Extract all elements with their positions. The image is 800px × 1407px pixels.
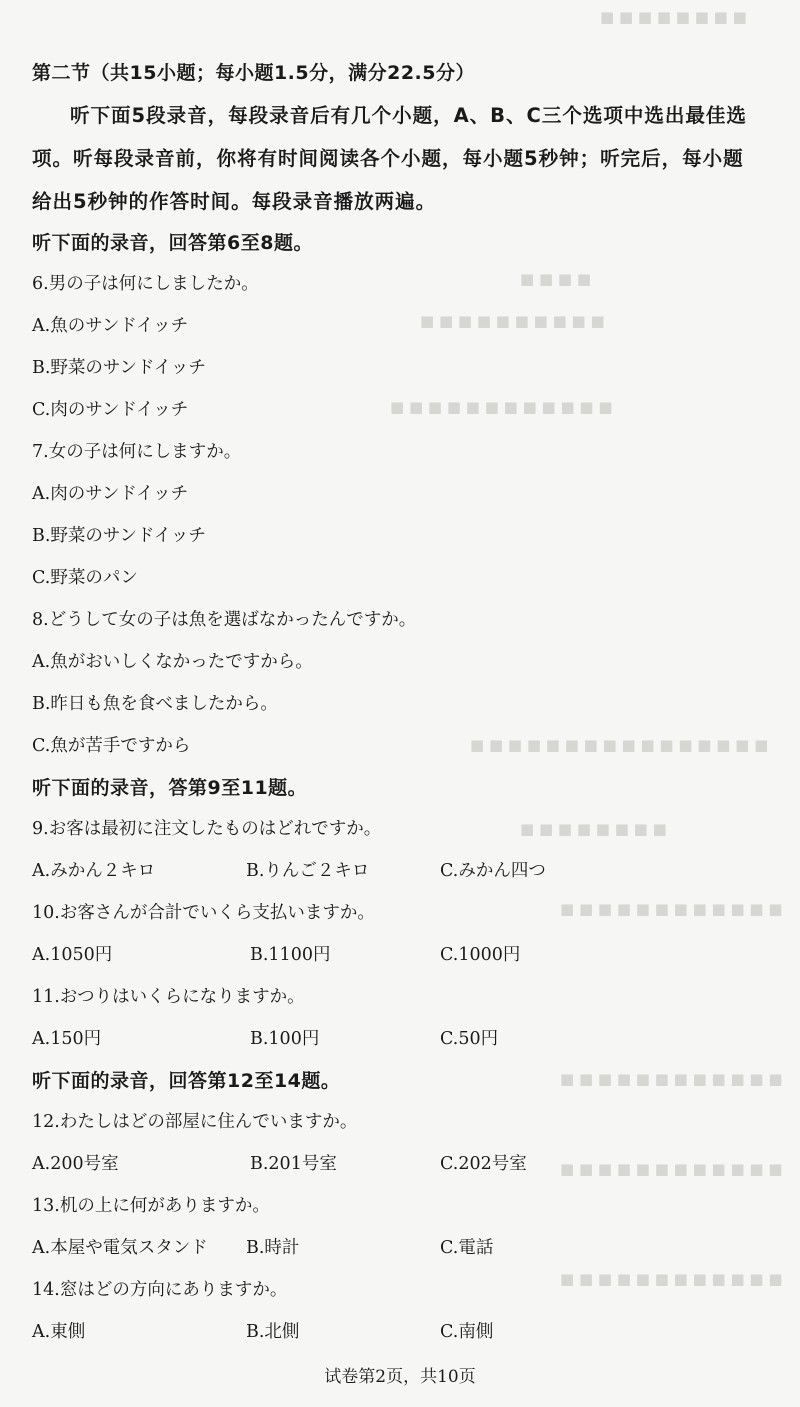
q8-option-a: A.魚がおいしくなかったですから。 — [32, 652, 313, 672]
q12-option-c: C.202号室 — [440, 1154, 527, 1174]
instructions-line-1: 听下面5段录音，每段录音后有几个小题，A、B、C三个选项中选出最佳选 — [70, 104, 747, 127]
page-footer: 试卷第2页，共10页 — [324, 1367, 476, 1387]
q7-option-c: C.野菜のパン — [32, 568, 138, 588]
q13-option-a: A.本屋や電気スタンド — [32, 1238, 208, 1258]
q6-option-b: B.野菜のサンドイッチ — [32, 358, 206, 378]
group1-heading: 听下面的录音，回答第6至8题。 — [32, 232, 313, 254]
q7-option-a: A.肉のサンドイッチ — [32, 484, 189, 504]
q11-option-a: A.150円 — [32, 1029, 102, 1049]
q6-option-a: A.魚のサンドイッチ — [32, 316, 189, 336]
q10-option-b: B.1100円 — [250, 945, 331, 965]
question-13: 13.机の上に何がありますか。 — [32, 1196, 270, 1216]
q11-option-b: B.100円 — [250, 1029, 320, 1049]
q14-option-b: B.北側 — [246, 1322, 300, 1342]
q14-option-c: C.南側 — [440, 1322, 494, 1342]
instructions-line-3: 给出5秒钟的作答时间。每段录音播放两遍。 — [32, 190, 437, 213]
group2-heading: 听下面的录音，答第9至11题。 — [32, 777, 308, 799]
q10-option-c: C.1000円 — [440, 945, 521, 965]
question-7: 7.女の子は何にしますか。 — [32, 442, 242, 462]
q10-option-a: A.1050円 — [32, 945, 113, 965]
q7-option-b: B.野菜のサンドイッチ — [32, 526, 206, 546]
bleed-through-texture: ■ ■ ■ ■ ■ ■ ■ ■ ■ ■ ■ ■ ■ ■ ■ ■ ■ ■ ■ ■ ■ ■ ■ ■ ■ ■ ■ ■ ■ ■ ■ ■ ■ ■ ■ ■ ■ ■ ■ ■ ■ ■ ■ ■ ■ ■ ■ ■ ■ ■ ■ ■ ■ ■ ■ ■ ■ ■ ■ ■ ■ ■ ■ ■ ■ ■ ■ ■ ■ ■ ■ ■ ■ ■ ■ ■ ■ ■ ■ ■ ■ ■ ■ ■ ■ ■ ■ ■ ■ ■ ■ ■ ■ ■ ■ ■ ■ ■ ■ ■ ■ ■ ■ ■ ■ ■ — [390, 8, 783, 1288]
q9-option-b: B.りんご２キロ — [246, 861, 370, 881]
question-11: 11.おつりはいくらになりますか。 — [32, 987, 305, 1007]
section-header: 第二节（共15小题；每小题1.5分，满分22.5分） — [32, 62, 475, 84]
q11-option-c: C.50円 — [440, 1029, 499, 1049]
q9-option-a: A.みかん２キロ — [32, 861, 156, 881]
instructions-line-2: 项。听每段录音前，你将有时间阅读各个小题，每小题5秒钟；听完后，每小题 — [32, 147, 744, 170]
question-6: 6.男の子は何にしましたか。 — [32, 274, 259, 294]
q12-option-b: B.201号室 — [250, 1154, 337, 1174]
q12-option-a: A.200号室 — [32, 1154, 119, 1174]
question-12: 12.わたしはどの部屋に住んでいますか。 — [32, 1112, 358, 1132]
q14-option-a: A.東側 — [32, 1322, 86, 1342]
question-8: 8.どうして女の子は魚を選ばなかったんですか。 — [32, 610, 417, 630]
question-10: 10.お客さんが合計でいくら支払いますか。 — [32, 903, 375, 923]
q6-option-c: C.肉のサンドイッチ — [32, 400, 189, 420]
q8-option-b: B.昨日も魚を食べましたから。 — [32, 694, 278, 714]
q13-option-b: B.時計 — [246, 1238, 300, 1258]
group3-heading: 听下面的录音，回答第12至14题。 — [32, 1070, 341, 1092]
q9-option-c: C.みかん四つ — [440, 861, 546, 881]
question-9: 9.お客は最初に注文したものはどれですか。 — [32, 819, 382, 839]
q8-option-c: C.魚が苦手ですから — [32, 736, 191, 756]
question-14: 14.窓はどの方向にありますか。 — [32, 1280, 288, 1300]
q13-option-c: C.電話 — [440, 1238, 494, 1258]
